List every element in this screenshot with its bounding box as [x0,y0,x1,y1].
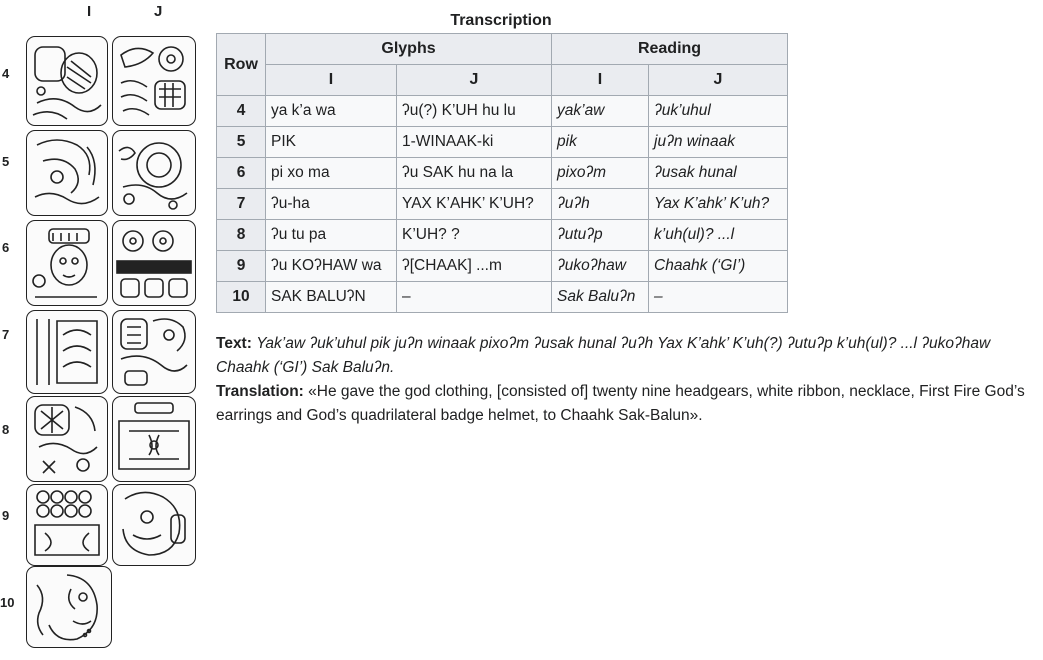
subheader-glyphs-j: J [397,65,552,96]
table-header-row [217,34,788,65]
glyph-i-cell: PIK [266,127,397,158]
glyph-j6-image [112,220,196,306]
row-number: 6 [217,158,266,189]
row-number: 5 [217,127,266,158]
reading-j-cell: k’uh(ul)? ...l [649,220,788,251]
table-caption: Transcription [450,12,552,29]
row-number: 7 [217,189,266,220]
glyph-i-cell: SAK BALUʔN [266,282,397,313]
reading-j-cell: Chaahk (‘GI’) [649,251,788,282]
text-value: Yak’aw ʔuk’uhul pik juʔn winaak pixoʔm ʔusak hunal ʔuʔh Yax K’ahk’ K’uh(?) ʔutuʔp k’uh(ul)? ...l ʔukoʔhaw Chaahk (‘GI’) Sak Baluʔn. [216,335,991,376]
glyph-j-cell: ʔu(?) K’UH hu lu [397,96,552,127]
row-label-7: 7 [2,327,10,342]
translation-paragraph [216,380,1031,428]
glyph-i8-image [26,396,108,482]
translation-label: Translation: [216,383,304,400]
row-number: 9 [217,251,266,282]
subheader-reading-i: I [552,65,649,96]
table-row [217,189,788,220]
glyph-i4-image [26,36,108,126]
row-label-10: 10 [0,595,15,610]
table-row [217,251,788,282]
glyph-i-cell: ʔu tu pa [266,220,397,251]
glyph-j8-image [112,396,196,482]
row-label-8: 8 [2,422,10,437]
reading-i-cell: ʔukoʔhaw [552,251,649,282]
glyph-i9-image [26,484,108,566]
glyph-j-cell: YAX K’AHK’ K’UH? [397,189,552,220]
glyph-i10-image [26,566,112,648]
glyph-j5-image [112,130,196,216]
subheader-reading-j: J [649,65,788,96]
row-label-9: 9 [2,508,10,523]
row-label-5: 5 [2,154,10,169]
column-label-j: J [154,3,163,20]
reading-i-cell: yak’aw [552,96,649,127]
reading-j-cell: Yax K’ahk’ K’uh? [649,189,788,220]
glyph-i5-image [26,130,108,216]
glyph-j-cell: K’UH? ? [397,220,552,251]
reading-i-cell: ʔutuʔp [552,220,649,251]
reading-i-cell: pik [552,127,649,158]
reading-j-cell: ʔusak hunal [649,158,788,189]
table-subheader-row [217,65,788,96]
table-row [217,127,788,158]
glyph-i-cell: ʔu-ha [266,189,397,220]
row-label-6: 6 [2,240,10,255]
row-label-4: 4 [2,66,10,81]
table-row [217,158,788,189]
reading-j-cell: ʔuk’uhul [649,96,788,127]
reading-i-cell: pixoʔm [552,158,649,189]
glyph-j4-image [112,36,196,126]
reading-j-cell: – [649,282,788,313]
text-label: Text: [216,335,252,352]
reading-i-cell: Sak Baluʔn [552,282,649,313]
row-number: 10 [217,282,266,313]
row-number: 4 [217,96,266,127]
glyph-j7-image [112,310,196,394]
glyph-i-cell: ya k’a wa [266,96,397,127]
text-block [216,332,1031,428]
glyph-j9-image [112,484,196,566]
glyph-i-cell: ʔu KOʔHAW wa [266,251,397,282]
glyph-j-cell: ʔu SAK hu na la [397,158,552,189]
transcription-table [216,33,788,313]
header-reading: Reading [552,34,788,65]
reading-j-cell: juʔn winaak [649,127,788,158]
glyph-panel [0,0,212,660]
translation-value: «He gave the god clothing, [consisted of] twenty nine headgears, white ribbon, necklace, First Fire God’s earrings and God’s quadrilateral badge helmet, to Chaahk Sak-Balun». [216,383,1025,424]
glyph-i7-image [26,310,108,394]
glyph-j-cell: – [397,282,552,313]
text-paragraph [216,332,1031,380]
table-row [217,220,788,251]
glyph-i6-image [26,220,108,306]
table-row [217,96,788,127]
header-glyphs: Glyphs [266,34,552,65]
table-row [217,282,788,313]
reading-i-cell: ʔuʔh [552,189,649,220]
glyph-j-cell: 1-WINAAK-ki [397,127,552,158]
row-number: 8 [217,220,266,251]
column-label-i: I [87,3,92,20]
glyph-j-cell: ʔ[CHAAK] ...m [397,251,552,282]
subheader-glyphs-i: I [266,65,397,96]
glyph-i-cell: pi xo ma [266,158,397,189]
header-row: Row [217,34,266,96]
